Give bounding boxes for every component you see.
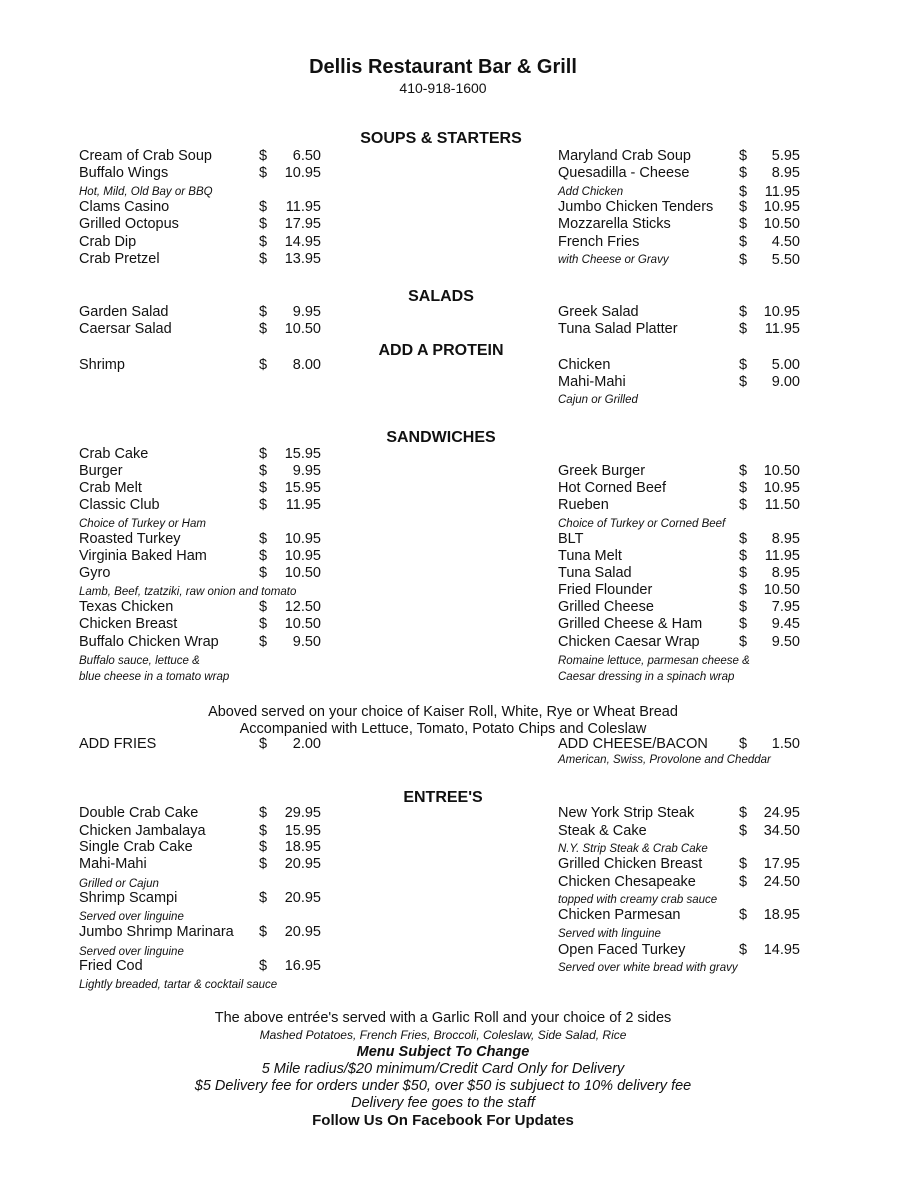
menu-item-note: Caesar dressing in a spinach wrap [558,671,735,683]
menu-item-note: Choice of Turkey or Corned Beef [558,518,726,530]
menu-item-currency: $ [259,890,268,906]
menu-item-currency: $ [259,565,268,581]
menu-item-price: 10.95 [284,548,321,564]
menu-item-name: Fried Cod [79,958,143,974]
delivery-staff-note: Delivery fee goes to the staff [351,1095,535,1111]
menu-item-name: Double Crab Cake [79,805,199,821]
menu-item-note: Add Chicken [558,186,624,198]
menu-item-name: French Fries [558,234,640,250]
menu-item-name: Texas Chicken [79,599,174,615]
menu-item-currency: $ [259,321,268,337]
menu-item-price: 10.50 [284,321,321,337]
menu-item-price: 10.50 [284,616,321,632]
menu-item-name: Chicken Chesapeake [558,874,696,890]
accompaniment-note: Accompanied with Lettuce, Tomato, Potato Chips and Coleslaw [239,721,647,737]
menu-item-name: Grilled Octopus [79,216,179,232]
facebook-follow-note: Follow Us On Facebook For Updates [312,1112,574,1129]
menu-item-currency: $ [739,565,748,581]
menu-item-currency: $ [739,165,748,181]
menu-item-currency: $ [259,856,268,872]
menu-item-price: 10.50 [763,582,800,598]
menu-item-price: 9.95 [292,463,321,479]
menu-item-price: 9.00 [771,374,800,390]
menu-item-price: 8.00 [292,357,321,373]
menu-item-price: 11.95 [764,548,800,564]
menu-item-name: Steak & Cake [558,823,647,839]
menu-item-price: 11.95 [764,321,800,337]
menu-item-name: Cream of Crab Soup [79,148,212,164]
menu-item-price: 18.95 [763,907,800,923]
menu-item-currency: $ [259,357,268,373]
menu-item-currency: $ [739,216,748,232]
menu-item-currency: $ [739,599,748,615]
menu-item-price: 8.95 [771,565,800,581]
menu-item-price: 5.50 [771,252,800,268]
menu-item-name: Tuna Melt [558,548,622,564]
menu-item-currency: $ [739,805,748,821]
menu-item-currency: $ [739,856,748,872]
menu-item-name: Caersar Salad [79,321,172,337]
menu-item-name: Burger [79,463,123,479]
menu-item-price: 16.95 [284,958,321,974]
menu-item-name: Crab Cake [79,446,149,462]
menu-item-currency: $ [259,234,268,250]
menu-item-price: 20.95 [284,924,321,940]
menu-item-currency: $ [259,924,268,940]
menu-item-currency: $ [739,199,748,215]
menu-item-currency: $ [259,839,268,855]
menu-item-price: 8.95 [771,165,800,181]
menu-item-price: 34.50 [763,823,800,839]
menu-item-currency: $ [259,548,268,564]
menu-item-currency: $ [739,616,748,632]
menu-item-name: Chicken Parmesan [558,907,681,923]
menu-item-currency: $ [739,252,748,268]
menu-item-name: Rueben [558,497,609,513]
menu-item-price: 10.50 [284,565,321,581]
menu-item-name: Mahi-Mahi [558,374,626,390]
menu-item-price: 9.50 [771,634,800,650]
menu-item-name: Tuna Salad Platter [558,321,678,337]
menu-item-name: Garden Salad [79,304,169,320]
menu-item-note: Choice of Turkey or Ham [79,518,206,530]
menu-item-currency: $ [739,304,748,320]
menu-item-currency: $ [739,823,748,839]
menu-item-currency: $ [739,480,748,496]
menu-item-price: 9.95 [292,304,321,320]
menu-item-currency: $ [259,165,268,181]
menu-item-currency: $ [739,907,748,923]
menu-item-note: topped with creamy crab sauce [558,894,718,906]
menu-item-note: Served over linguine [79,911,184,923]
menu-item-name: Single Crab Cake [79,839,193,855]
sides-list: Mashed Potatoes, French Fries, Broccoli, Coleslaw, Side Salad, Rice [259,1028,627,1042]
menu-item-name: Chicken Breast [79,616,178,632]
menu-item-price: 11.50 [764,497,800,513]
add-fries-currency: $ [259,736,268,752]
menu-item-name: Virginia Baked Ham [79,548,207,564]
menu-item-currency: $ [259,531,268,547]
menu-item-name: Roasted Turkey [79,531,181,547]
section-sandwiches: SANDWICHES [386,429,496,446]
menu-item-currency: $ [739,942,748,958]
menu-item-price: 20.95 [284,890,321,906]
menu-item-price: 9.50 [292,634,321,650]
menu-item-currency: $ [739,184,748,200]
menu-item-price: 5.00 [771,357,800,373]
menu-item-name: Crab Melt [79,480,142,496]
menu-item-price: 11.95 [764,184,800,200]
add-fries-price: 2.00 [292,736,321,752]
menu-item-name: Grilled Chicken Breast [558,856,703,872]
menu-item-price: 9.45 [771,616,800,632]
menu-item-price: 24.95 [763,805,800,821]
menu-item-price: 11.95 [285,199,321,215]
menu-item-name: Tuna Salad [558,565,632,581]
menu-item-name: Chicken Jambalaya [79,823,206,839]
entree-sides-note: The above entrée's served with a Garlic Roll and your choice of 2 sides [214,1010,672,1026]
menu-item-currency: $ [259,216,268,232]
menu-item-currency: $ [739,357,748,373]
menu-item-name: Clams Casino [79,199,170,215]
menu-item-name: Quesadilla - Cheese [558,165,690,181]
menu-item-name: Chicken Caesar Wrap [558,634,700,650]
add-cheese-bacon-label: ADD CHEESE/BACON [558,736,708,752]
menu-item-currency: $ [259,463,268,479]
menu-item-name: Crab Dip [79,234,137,250]
menu-item-currency: $ [739,874,748,890]
menu-item-currency: $ [739,548,748,564]
menu-item-note: Served over linguine [79,946,184,958]
menu-item-note: Hot, Mild, Old Bay or BBQ [79,186,213,198]
menu-item-note: Lightly breaded, tartar & cocktail sauce [79,979,278,991]
menu-item-currency: $ [259,599,268,615]
menu-item-note: blue cheese in a tomato wrap [79,671,230,683]
menu-item-price: 8.95 [771,531,800,547]
menu-item-name: Open Faced Turkey [558,942,686,958]
menu-item-name: Crab Pretzel [79,251,160,267]
menu-item-price: 14.95 [763,942,800,958]
menu-item-name: Gyro [79,565,111,581]
menu-item-price: 10.95 [763,480,800,496]
page-title: Dellis Restaurant Bar & Grill [309,56,577,78]
bread-choice-note: Aboved served on your choice of Kaiser Roll, White, Rye or Wheat Bread [208,704,678,720]
delivery-fee-note: $5 Delivery fee for orders under $50, over $50 is subjuect to 10% delivery fee [194,1078,692,1094]
menu-item-price: 5.95 [771,148,800,164]
menu-item-currency: $ [259,446,268,462]
menu-item-name: Fried Flounder [558,582,653,598]
menu-item-name: Hot Corned Beef [558,480,667,496]
menu-item-price: 7.95 [771,599,800,615]
menu-item-currency: $ [739,634,748,650]
menu-subject-notice: Menu Subject To Change [356,1044,530,1060]
menu-item-currency: $ [259,148,268,164]
menu-item-note: Served over white bread with gravy [558,962,738,974]
menu-item-currency: $ [739,374,748,390]
menu-item-name: Grilled Cheese & Ham [558,616,703,632]
menu-item-currency: $ [259,634,268,650]
menu-item-note: Grilled or Cajun [79,878,159,890]
menu-item-name: Shrimp [79,357,125,373]
menu-item-currency: $ [739,582,748,598]
menu-item-price: 13.95 [284,251,321,267]
add-cheese-bacon-currency: $ [739,736,748,752]
phone-number: 410-918-1600 [399,80,487,96]
menu-item-currency: $ [259,199,268,215]
menu-item-price: 11.95 [285,497,321,513]
menu-item-note: with Cheese or Gravy [558,254,669,266]
menu-item-currency: $ [259,480,268,496]
menu-item-currency: $ [739,148,748,164]
menu-item-price: 15.95 [284,480,321,496]
menu-item-price: 10.95 [284,531,321,547]
menu-item-name: Classic Club [79,497,160,513]
menu-item-currency: $ [259,805,268,821]
menu-item-note: N.Y. Strip Steak & Crab Cake [558,843,708,855]
menu-item-price: 17.95 [284,216,321,232]
menu-item-name: Jumbo Shrimp Marinara [79,924,234,940]
menu-item-currency: $ [259,958,268,974]
menu-item-currency: $ [739,234,748,250]
menu-item-price: 12.50 [284,599,321,615]
add-cheese-bacon-price: 1.50 [771,736,800,752]
menu-item-price: 15.95 [284,823,321,839]
menu-item-name: Mozzarella Sticks [558,216,671,232]
menu-item-price: 15.95 [284,446,321,462]
menu-item-price: 4.50 [771,234,800,250]
menu-item-price: 10.95 [284,165,321,181]
menu-item-name: BLT [558,531,584,547]
section-add-protein: ADD A PROTEIN [378,342,504,359]
section-salads: SALADS [408,288,474,305]
menu-item-name: Maryland Crab Soup [558,148,691,164]
delivery-radius-note: 5 Mile radius/$20 minimum/Credit Card Only for Delivery [261,1061,625,1077]
menu-item-price: 10.95 [763,199,800,215]
menu-item-price: 10.50 [763,463,800,479]
add-fries-label: ADD FRIES [79,736,157,752]
menu-item-name: Greek Salad [558,304,639,320]
menu-item-price: 29.95 [284,805,321,821]
menu-item-price: 10.50 [763,216,800,232]
menu-item-name: New York Strip Steak [558,805,695,821]
menu-item-currency: $ [739,497,748,513]
menu-item-name: Mahi-Mahi [79,856,147,872]
menu-item-price: 20.95 [284,856,321,872]
menu-item-currency: $ [739,321,748,337]
menu-item-name: Greek Burger [558,463,646,479]
menu-item-price: 10.95 [763,304,800,320]
menu-item-price: 18.95 [284,839,321,855]
menu-item-price: 24.50 [763,874,800,890]
menu-item-currency: $ [739,463,748,479]
menu-item-currency: $ [259,304,268,320]
menu-item-name: Shrimp Scampi [79,890,178,906]
cheese-options-note: American, Swiss, Provolone and Cheddar [558,754,771,766]
menu-item-currency: $ [259,251,268,267]
menu-item-name: Chicken [558,357,611,373]
menu-item-note: Served with linguine [558,928,661,940]
menu-item-note: Lamb, Beef, tzatziki, raw onion and tomato [79,586,297,598]
menu-item-note: Buffalo sauce, lettuce & [79,655,200,667]
menu-item-note: Cajun or Grilled [558,394,638,406]
menu-item-currency: $ [259,497,268,513]
menu-item-price: 6.50 [292,148,321,164]
section-soups-starters: SOUPS & STARTERS [360,130,522,147]
menu-item-name: Buffalo Chicken Wrap [79,634,219,650]
menu-item-currency: $ [739,531,748,547]
menu-item-currency: $ [259,823,268,839]
menu-item-price: 17.95 [763,856,800,872]
menu-item-price: 14.95 [284,234,321,250]
menu-item-name: Buffalo Wings [79,165,169,181]
menu-item-name: Grilled Cheese [558,599,654,615]
menu-item-note: Romaine lettuce, parmesan cheese & [558,655,750,667]
menu-item-currency: $ [259,616,268,632]
menu-item-name: Jumbo Chicken Tenders [558,199,714,215]
section-entrees: ENTREE'S [403,789,483,806]
